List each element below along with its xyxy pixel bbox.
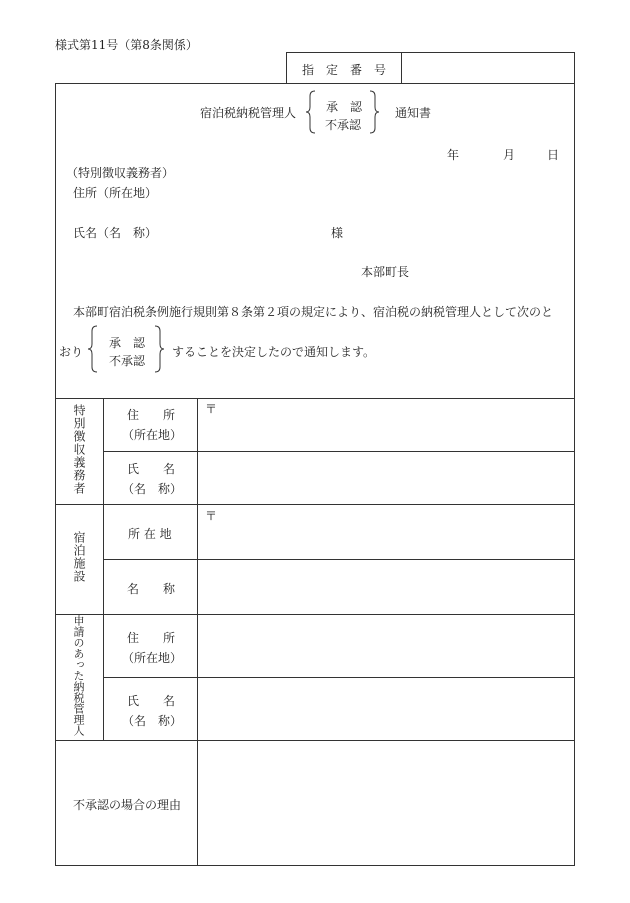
tax-collector-name-sublabel: （名 称）: [122, 482, 183, 496]
body-line-1: 本部町宿泊税条例施行規則第８条第２項の規定により、宿泊税の納税管理人として次のと: [73, 305, 554, 319]
body-line-2-suffix: することを決定したので通知します。: [172, 345, 376, 359]
section-applicant-heading: 申請のあった納税管理人: [72, 615, 85, 736]
recipient-name-label: 氏名（名 称）: [73, 226, 158, 240]
facility-name-label: 名 称: [127, 582, 176, 596]
date-year: 年: [447, 148, 460, 162]
recipient-honorific: 様: [331, 226, 344, 240]
date-day: 日: [547, 148, 560, 162]
facility-location-value[interactable]: 〒: [205, 509, 218, 523]
applicant-address-label: 住 所: [127, 631, 176, 645]
form-number: 様式第11号（第8条関係）: [55, 38, 198, 52]
applicant-name-sublabel: （名 称）: [122, 714, 183, 728]
body-option-approve: 承 認: [109, 336, 146, 350]
body-left-brace: [88, 326, 98, 372]
title-right-brace: [370, 91, 380, 133]
body-right-brace: [155, 326, 165, 372]
tax-collector-address-sublabel: （所在地）: [122, 428, 183, 442]
title-left-brace: [306, 91, 316, 133]
applicant-name-label: 氏 名: [127, 694, 176, 708]
recipient-role: （特別徴収義務者）: [66, 166, 175, 180]
designation-number-label: 指 定 番 号: [302, 63, 387, 77]
recipient-address-label: 住所（所在地）: [73, 186, 158, 200]
notice-title: 宿泊税納税管理人: [200, 106, 297, 120]
applicant-address-sublabel: （所在地）: [122, 651, 183, 665]
tax-collector-address-value[interactable]: 〒: [205, 402, 218, 416]
section-tax-collector-heading: 特別徴収義務者: [72, 404, 86, 495]
title-option-reject: 不承認: [325, 118, 362, 132]
tax-collector-name-label: 氏 名: [127, 462, 176, 476]
tax-collector-address-label: 住 所: [127, 408, 176, 422]
sender-mayor: 本部町長: [361, 265, 410, 279]
date-month: 月: [503, 148, 516, 162]
body-option-reject: 不承認: [109, 354, 146, 368]
rejection-reason-label: 不承認の場合の理由: [73, 798, 182, 812]
section-facility-heading: 宿泊施設: [72, 531, 86, 583]
notice-title-suffix: 通知書: [395, 106, 432, 120]
facility-location-label: 所 在 地: [128, 527, 172, 541]
body-line-2-prefix: おり: [59, 345, 84, 359]
title-option-approve: 承 認: [326, 100, 363, 114]
